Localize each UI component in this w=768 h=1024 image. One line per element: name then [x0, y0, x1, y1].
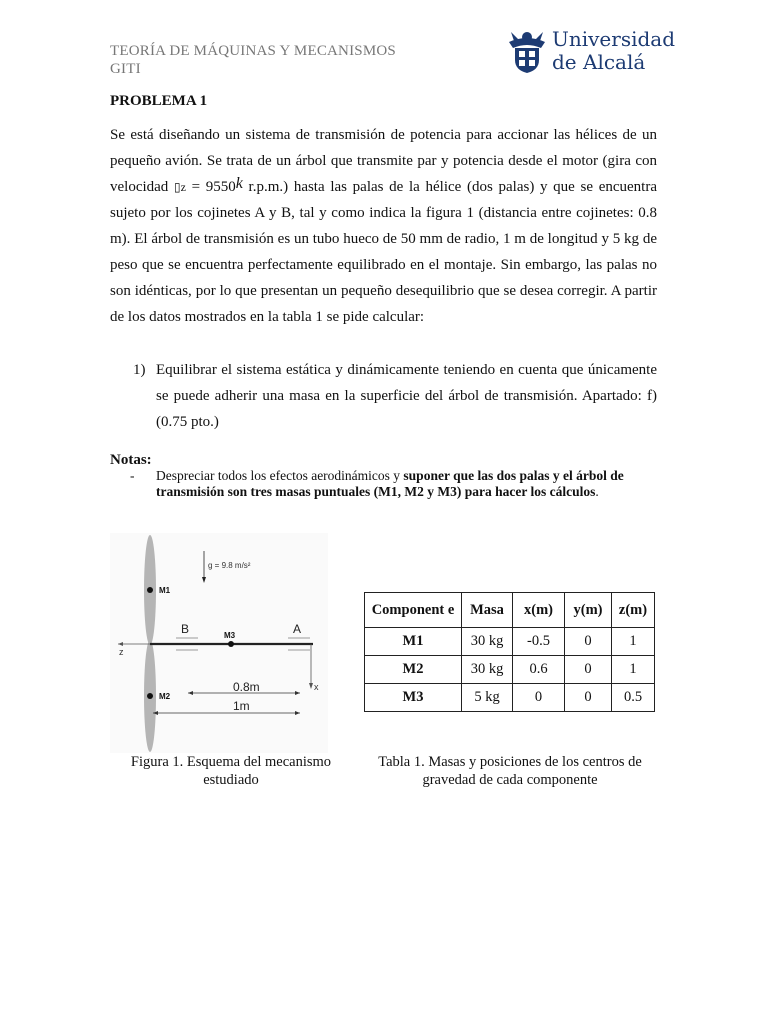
- cell-component: M2: [365, 656, 462, 684]
- cell-y: 0: [565, 684, 612, 712]
- cell-mass: 30 kg: [462, 628, 513, 656]
- header-x: x(m): [513, 593, 565, 628]
- cell-y: 0: [565, 656, 612, 684]
- statement-part-1: Se está diseñando un sistema de transmisión de potencia para accionar las hélices de un pequeño avión. Se trata de un árbol que transmite par y potencia desde el motor (gira con velocidad: [110, 127, 657, 195]
- m2-label: M2: [159, 692, 171, 701]
- question-item: [133, 357, 657, 435]
- crest-icon: [505, 28, 549, 74]
- note-item: [130, 468, 660, 500]
- bearing-b-label: B: [181, 622, 190, 636]
- z-axis-label: z: [119, 647, 124, 657]
- x-axis-label: x: [314, 682, 319, 692]
- cell-z: 1: [612, 628, 655, 656]
- degree-label: GITI: [110, 61, 141, 77]
- logo-line-1: Universidad: [552, 27, 676, 51]
- cell-component: M3: [365, 684, 462, 712]
- table-header-row: [365, 593, 655, 628]
- notes-title: Notas:: [110, 452, 152, 468]
- cell-mass: 30 kg: [462, 656, 513, 684]
- header-z: z(m): [612, 593, 655, 628]
- header-mass: Masa: [462, 593, 513, 628]
- cell-x: 0.6: [513, 656, 565, 684]
- m2-point: [147, 693, 153, 699]
- cell-x: 0: [513, 684, 565, 712]
- question-number: 1): [133, 362, 146, 378]
- mechanism-diagram: [110, 533, 328, 753]
- note-text: Despreciar todos los efectos aerodinámicos y: [156, 468, 404, 483]
- logo-line-2: de Alcalá: [552, 50, 646, 74]
- m3-point: [228, 641, 234, 647]
- table-row: [365, 628, 655, 656]
- dim-shaft-label: 1m: [233, 699, 250, 713]
- figure-caption: Figura 1. Esquema del mecanismo estudiado: [130, 754, 332, 788]
- course-title: TEORÍA DE MÁQUINAS Y MECANISMOS: [110, 43, 396, 59]
- mechanism-figure: [110, 533, 328, 753]
- bearing-a-label: A: [293, 622, 302, 636]
- cell-component: M1: [365, 628, 462, 656]
- table-row: [365, 656, 655, 684]
- cell-y: 0: [565, 628, 612, 656]
- problem-title: PROBLEMA 1: [110, 93, 208, 109]
- m3-label: M3: [224, 631, 236, 640]
- university-logo: [505, 27, 676, 76]
- statement-part-2: = 9550: [185, 179, 236, 195]
- note-dash: -: [130, 468, 135, 483]
- m1-label: M1: [159, 586, 171, 595]
- cell-z: 0.5: [612, 684, 655, 712]
- m1-point: [147, 587, 153, 593]
- cell-mass: 5 kg: [462, 684, 513, 712]
- note-bold-text: suponer que las dos palas y el árbol de transmisión son tres masas puntuales (M1, M2 y M3) para hacer los cálculos: [156, 468, 624, 499]
- note-end: .: [595, 484, 599, 499]
- question-text: Equilibrar el sistema estática y dinámicamente teniendo en cuenta que únicamente se puede adherir una masa en la superficie del árbol de transmisión. Apartado: f) (0.75 pto.): [156, 362, 657, 430]
- table-row: [365, 684, 655, 712]
- dim-bearings-label: 0.8m: [233, 680, 260, 694]
- omega-symbol: ▯z: [174, 180, 186, 194]
- gravity-label: g = 9.8 m/s²: [208, 561, 251, 570]
- data-table: [364, 592, 655, 712]
- cell-z: 1: [612, 656, 655, 684]
- problem-statement: [110, 122, 657, 330]
- table-caption: Tabla 1. Masas y posiciones de los centros de gravedad de cada componente: [378, 754, 642, 788]
- cell-x: -0.5: [513, 628, 565, 656]
- k-symbol: k: [235, 175, 243, 192]
- statement-part-3: r.p.m.) hasta las palas de la hélice (dos palas) y que se encuentra sujeto por los cojinetes A y B, tal y como indica la figura 1 (distancia entre cojinetes: 0.8 m). El árbol de transmisión es un tubo hueco de 50 mm de radio, 1 m de longitud y 5 kg de peso que se encuentra perfectamente equilibrado en el montaje. Sin embargo, las palas no son idénticas, por lo que presentan un pequeño desequilibrio que se desea corregir. A partir de los datos mostrados en la tabla 1 se pide calcular:: [110, 179, 657, 325]
- header-y: y(m): [565, 593, 612, 628]
- header-component: Component e: [365, 593, 462, 628]
